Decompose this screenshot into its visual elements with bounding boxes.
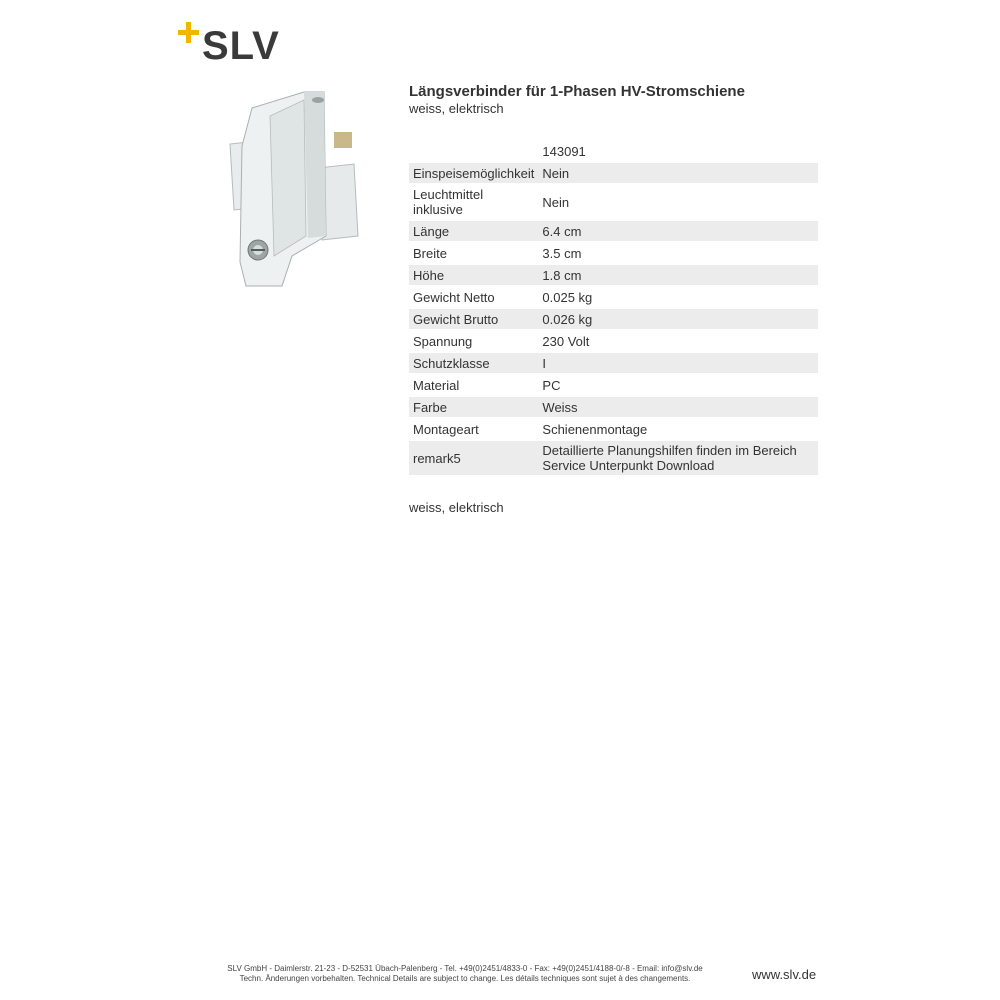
article-number: 143091: [542, 144, 586, 159]
table-row: [409, 287, 818, 307]
spec-value: I: [538, 353, 818, 373]
table-row: [409, 331, 818, 351]
spec-table: [409, 140, 818, 477]
spec-label: Höhe: [409, 265, 538, 285]
spec-value: 1.8 cm: [538, 265, 818, 285]
table-row: [409, 265, 818, 285]
spec-label: Einspeisemöglichkeit: [409, 163, 538, 183]
spec-value: Schienenmontage: [542, 421, 648, 437]
spec-value: 230 Volt: [542, 333, 590, 349]
spec-value: PC: [542, 377, 561, 393]
table-row: [409, 163, 818, 183]
spec-value: Nein: [538, 163, 818, 183]
table-row: [409, 419, 818, 439]
spec-value: 3.5 cm: [542, 245, 582, 261]
table-row: [409, 221, 818, 241]
table-row: [409, 353, 818, 373]
spec-label: Gewicht Netto: [413, 289, 495, 305]
plus-icon: [178, 22, 200, 44]
spec-value: Detaillierte Planungshilfen finden im Bereich Service Unterpunkt Download: [538, 441, 818, 475]
product-description: weiss, elektrisch: [409, 500, 504, 515]
spec-label: Farbe: [409, 397, 538, 417]
footer-disclaimer: Techn. Änderungen vorbehalten. Technical Details are subject to change. Les détails techniques sont sujet à des changements.: [239, 974, 691, 983]
product-title: Längsverbinder für 1-Phasen HV-Stromschiene: [409, 83, 745, 100]
product-subtitle: weiss, elektrisch: [409, 101, 504, 116]
table-row: [409, 375, 818, 395]
table-row: [409, 142, 818, 161]
table-row: [409, 397, 818, 417]
table-row: [409, 441, 818, 475]
spec-label: Leuchtmittel inklusive: [413, 187, 484, 217]
spec-label: Spannung: [413, 333, 473, 349]
spec-label: Material: [413, 377, 460, 393]
table-row: [409, 185, 818, 219]
spec-value: Nein: [542, 194, 570, 210]
website-link[interactable]: www.slv.de: [752, 967, 817, 982]
spec-label: [409, 142, 538, 161]
table-row: [409, 309, 818, 329]
spec-label: Breite: [413, 245, 447, 261]
logo-wordmark: SLV: [202, 24, 280, 68]
spec-value: 6.4 cm: [538, 221, 818, 241]
rail-connector-image: [222, 86, 362, 290]
spec-label: Schutzklasse: [409, 353, 538, 373]
spec-value: 0.026 kg: [538, 309, 818, 329]
spec-value: Weiss: [538, 397, 818, 417]
spec-label: Montageart: [413, 421, 479, 437]
footer-address: SLV GmbH - Daimlerstr. 21-23 - D-52531 Übach-Palenberg - Tel. +49(0)2451/4833-0 - Fax: +49(0)2451/4188-0/-8 - Email: info@slv.de: [227, 964, 703, 973]
spec-label: Gewicht Brutto: [409, 309, 538, 329]
slv-logo: [178, 22, 280, 68]
spec-label: Länge: [409, 221, 538, 241]
footer: [150, 964, 780, 984]
spec-label: remark5: [409, 441, 538, 475]
spec-value: 0.025 kg: [542, 289, 593, 305]
table-row: [409, 243, 818, 263]
